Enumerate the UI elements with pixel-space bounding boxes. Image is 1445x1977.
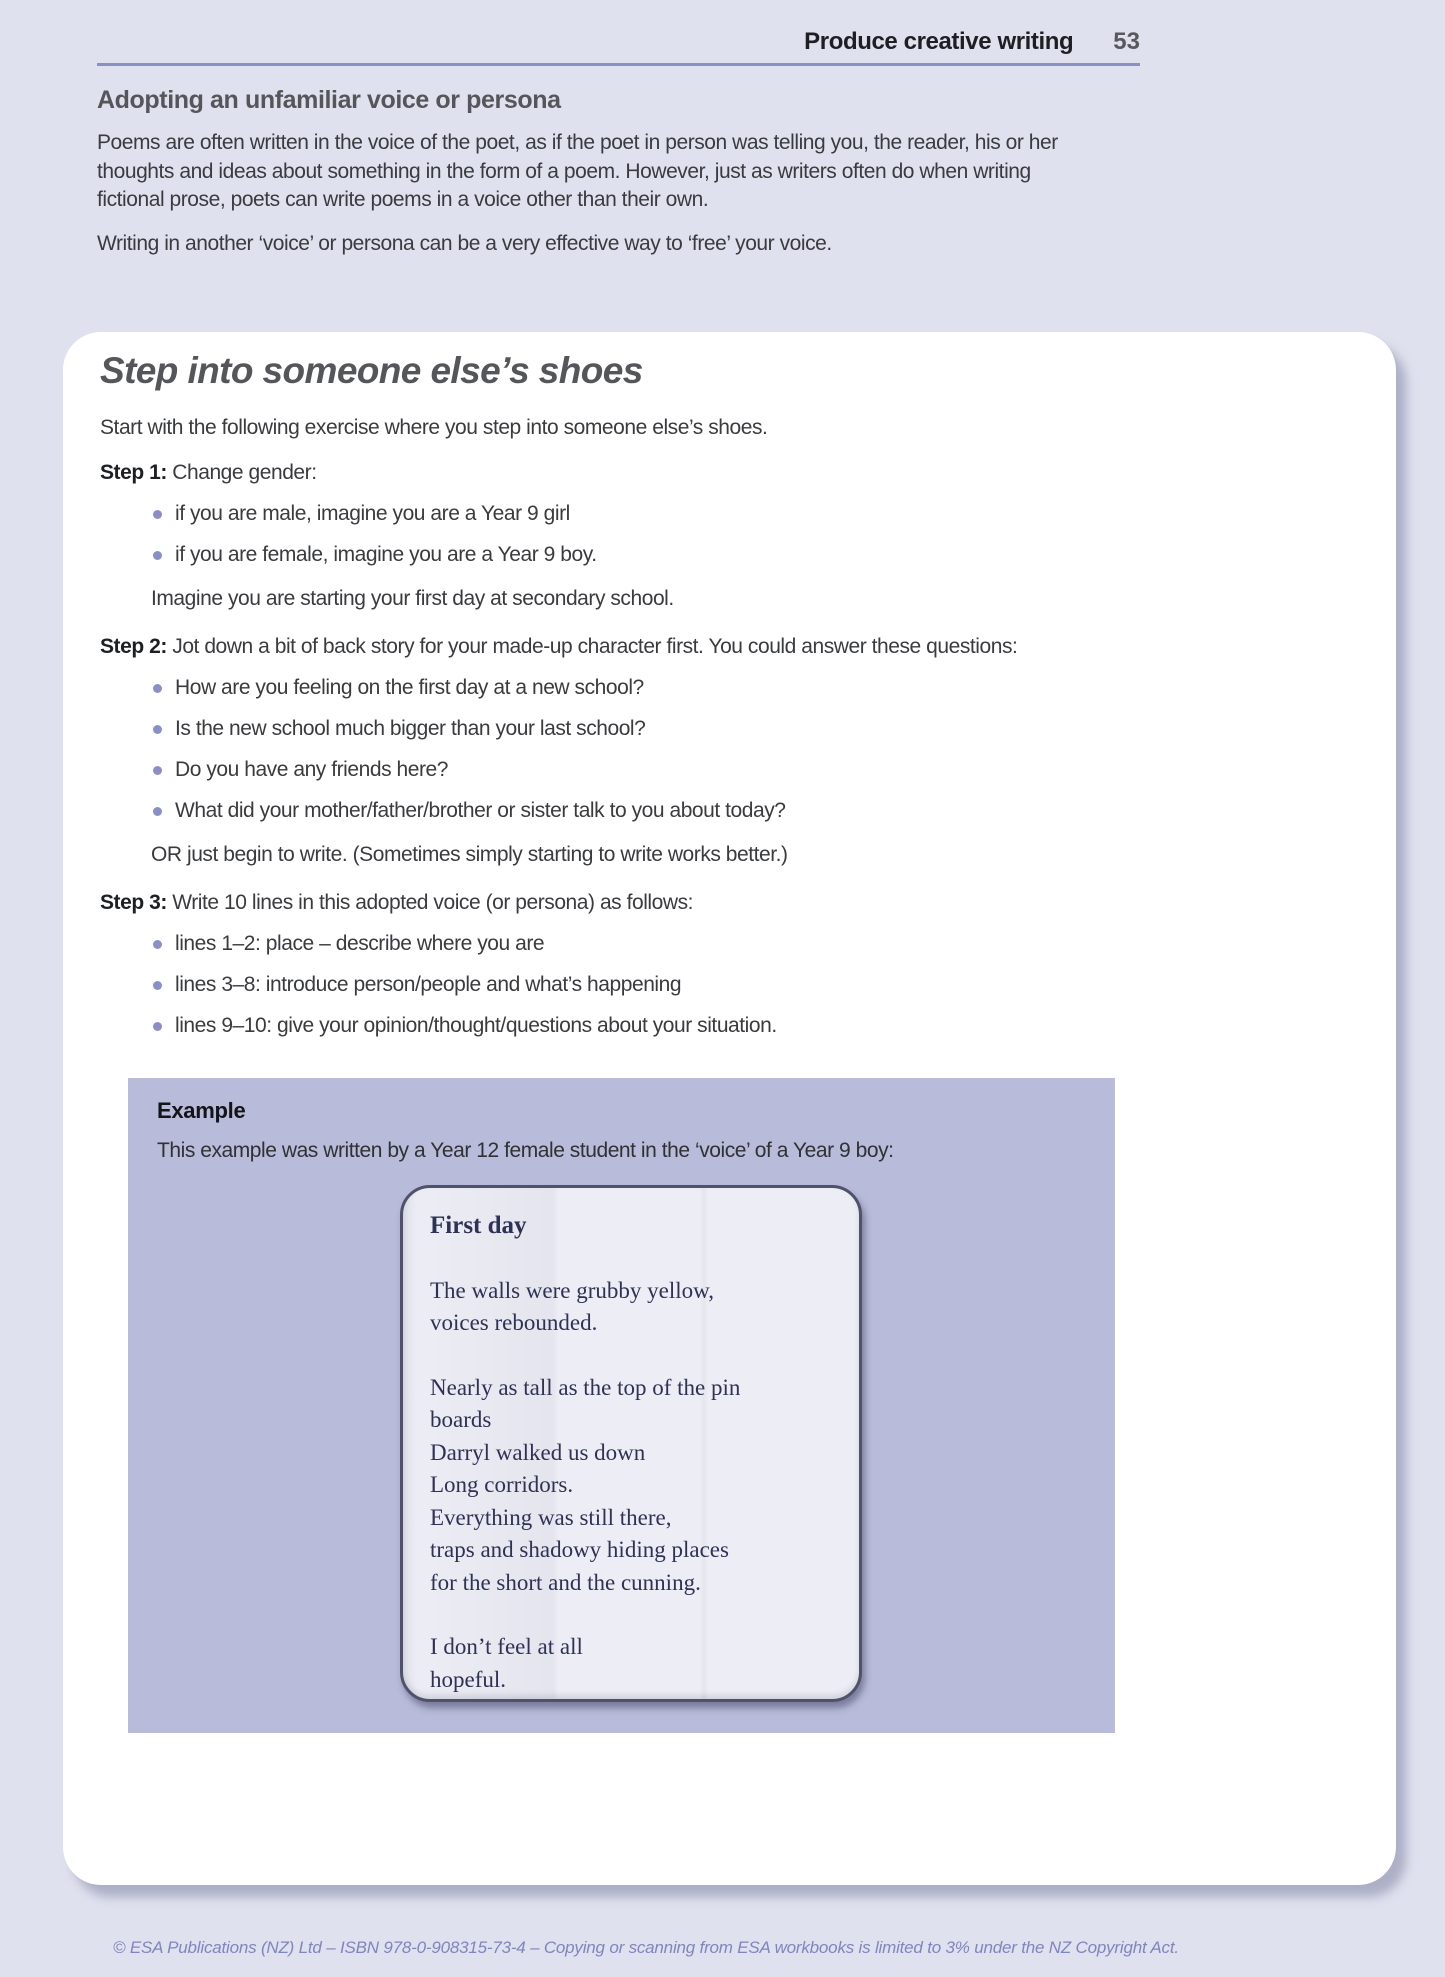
step-label: Step 2: xyxy=(100,635,167,658)
step-bullet-list xyxy=(100,671,1356,827)
example-box xyxy=(128,1078,1115,1733)
content-card xyxy=(63,332,1396,1885)
step-heading xyxy=(100,888,1356,918)
bullet-icon xyxy=(153,766,162,775)
poem-stanza-1 xyxy=(430,1275,844,1340)
paragraph-line: thoughts and ideas about something in the form of a poem. However, just as writers often do when writing xyxy=(97,159,1031,183)
intro-section xyxy=(97,86,1157,258)
card-intro: Start with the following exercise where you step into someone else’s shoes. xyxy=(100,416,768,439)
list-item xyxy=(153,671,1356,704)
example-label: Example xyxy=(157,1098,246,1123)
step-heading xyxy=(100,632,1356,662)
poem-line: The walls were grubby yellow, xyxy=(430,1277,715,1303)
poem-title: First day xyxy=(430,1212,527,1239)
bullet-icon xyxy=(153,940,162,949)
list-item xyxy=(153,712,1356,745)
poem-line: voices rebounded. xyxy=(430,1310,598,1335)
running-head-title: Produce creative writing xyxy=(804,28,1074,55)
bullet-icon xyxy=(153,551,162,560)
step-note: Imagine you are starting your first day at secondary school. xyxy=(151,587,674,610)
bullet-icon xyxy=(153,807,162,816)
page-header xyxy=(97,28,1140,56)
list-item xyxy=(153,1009,1356,1042)
poem-line: Long corridors. xyxy=(430,1472,574,1497)
bullet-icon xyxy=(153,684,162,693)
bullet-icon xyxy=(153,1022,162,1031)
example-intro: This example was written by a Year 12 female student in the ‘voice’ of a Year 9 boy: xyxy=(157,1139,894,1162)
paragraph-line: fictional prose, poets can write poems in a voice other than their own. xyxy=(97,188,709,211)
paragraph-line: Poems are often written in the voice of the poet, as if the poet in person was telling you, the reader, his or her xyxy=(97,131,1058,154)
step-bullet-list xyxy=(100,497,1356,571)
poem-line: boards xyxy=(430,1407,492,1432)
poem-line: traps and shadowy hiding places xyxy=(430,1537,729,1562)
bullet-text: What did your mother/father/brother or sister talk to you about today? xyxy=(175,799,786,822)
header-rule xyxy=(97,63,1140,66)
page-number: 53 xyxy=(1113,28,1140,55)
list-item xyxy=(153,794,1356,827)
list-item xyxy=(153,927,1356,960)
poem-line: hopeful. xyxy=(430,1666,507,1692)
poem-card xyxy=(400,1185,862,1702)
poem-line: Darryl walked us down xyxy=(430,1439,646,1465)
step-text: Jot down a bit of back story for your made-up character first. You could answer these questions: xyxy=(172,635,1018,658)
bullet-icon xyxy=(153,981,162,990)
list-item xyxy=(153,497,1356,530)
poem-line: I don’t feel at all xyxy=(430,1634,583,1659)
poem-stanza-3 xyxy=(430,1631,844,1696)
bullet-icon xyxy=(153,725,162,734)
step-label: Step 1: xyxy=(100,461,167,484)
list-item xyxy=(153,538,1356,571)
bullet-text: Do you have any friends here? xyxy=(175,758,448,781)
bullet-text: Is the new school much bigger than your last school? xyxy=(175,717,646,740)
step-1 xyxy=(100,458,1356,614)
bullet-text: How are you feeling on the first day at a new school? xyxy=(175,676,644,699)
poem-line: Nearly as tall as the top of the pin xyxy=(430,1374,741,1400)
list-item xyxy=(153,968,1356,1001)
bullet-text: if you are female, imagine you are a Year 9 boy. xyxy=(175,543,597,566)
step-text: Change gender: xyxy=(172,461,317,484)
step-note: OR just begin to write. (Sometimes simply starting to write works better.) xyxy=(151,843,788,866)
copyright-footer: © ESA Publications (NZ) Ltd – ISBN 978-0-908315-73-4 – Copying or scanning from ESA workbooks is limited to 3% under the NZ Copyright Act. xyxy=(113,1938,1179,1957)
step-2 xyxy=(100,632,1356,870)
intro-paragraph-1 xyxy=(97,129,1157,215)
intro-paragraph-2: Writing in another ‘voice’ or persona can be a very effective way to ‘free’ your voice. xyxy=(97,231,832,255)
bullet-text: lines 1–2: place – describe where you are xyxy=(175,932,545,955)
step-heading xyxy=(100,458,1356,488)
list-item xyxy=(153,753,1356,786)
card-title: Step into someone else’s shoes xyxy=(100,350,643,391)
step-label: Step 3: xyxy=(100,891,167,914)
bullet-text: lines 3–8: introduce person/people and what’s happening xyxy=(175,973,682,996)
poem-stanza-2 xyxy=(430,1372,844,1600)
bullet-text: lines 9–10: give your opinion/thought/questions about your situation. xyxy=(175,1014,777,1037)
section-heading: Adopting an unfamiliar voice or persona xyxy=(97,86,561,114)
bullet-icon xyxy=(153,510,162,519)
poem-line: Everything was still there, xyxy=(430,1504,672,1530)
step-3 xyxy=(100,888,1356,1042)
step-bullet-list xyxy=(100,927,1356,1042)
step-text: Write 10 lines in this adopted voice (or persona) as follows: xyxy=(172,891,694,914)
bullet-text: if you are male, imagine you are a Year 9 girl xyxy=(175,502,570,525)
poem-line: for the short and the cunning. xyxy=(430,1569,701,1595)
